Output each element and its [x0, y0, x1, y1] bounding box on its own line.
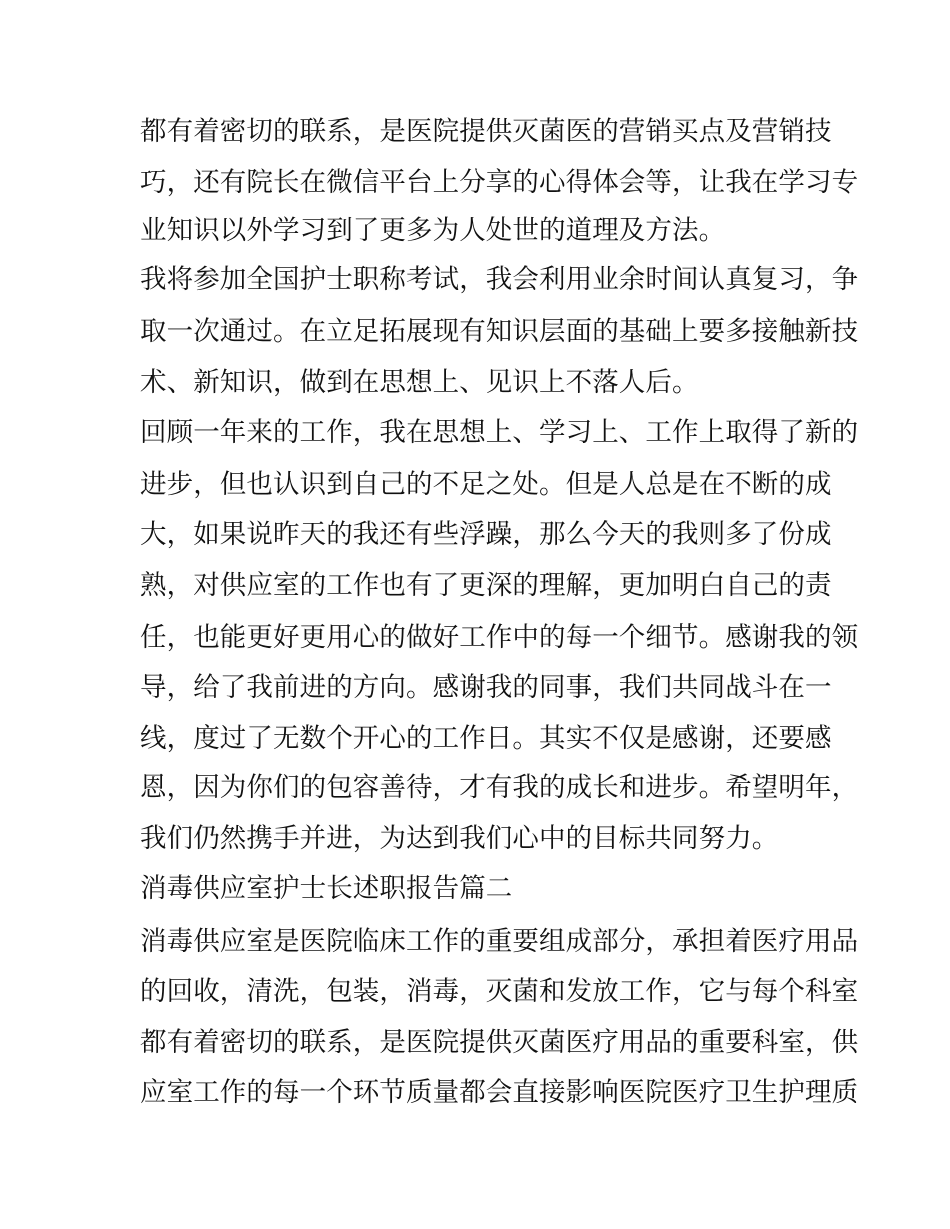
text-line-8: 进步，但也认识到自己的不足之处。但是人总是在不断的成	[140, 469, 832, 500]
text-line-12: 导，给了我前进的方向。感谢我的同事，我们共同战斗在一	[140, 672, 832, 703]
text-line-7: 回顾一年来的工作，我在思想上、学习上、工作上取得了新的	[140, 417, 859, 448]
text-line-1: 都有着密切的联系，是医院提供灭菌医的营销买点及营销技	[140, 116, 832, 147]
text-line-4: 我将参加全国护士职称考试，我会利用业余时间认真复习，争	[140, 264, 859, 295]
text-line-20: 应室工作的每一个环节质量都会直接影响医院医疗卫生护理质	[140, 1077, 859, 1108]
text-line-19: 都有着密切的联系，是医院提供灭菌医疗用品的重要科室，供	[140, 1027, 859, 1058]
text-line-13: 线，度过了无数个开心的工作日。其实不仅是感谢，还要感	[140, 723, 832, 754]
text-line-9: 大，如果说昨天的我还有些浮躁，那么今天的我则多了份成	[140, 519, 832, 550]
text-line-11: 任，也能更好更用心的做好工作中的每一个细节。感谢我的领	[140, 622, 859, 653]
section-heading: 消毒供应室护士长述职报告篇二	[140, 873, 513, 904]
text-line-3: 业知识以外学习到了更多为人处世的道理及方法。	[140, 215, 726, 246]
text-line-2: 巧，还有院长在微信平台上分享的心得体会等，让我在学习专	[140, 167, 859, 198]
text-line-15: 我们仍然携手并进，为达到我们心中的目标共同努力。	[140, 823, 779, 854]
text-line-5: 取一次通过。在立足拓展现有知识层面的基础上要多接触新技	[140, 316, 859, 347]
text-line-10: 熟，对供应室的工作也有了更深的理解，更加明白自己的责	[140, 570, 832, 601]
text-line-18: 的回收，清洗，包装，消毒，灭菌和发放工作，它与每个科室	[140, 976, 859, 1007]
text-line-17: 消毒供应室是医院临床工作的重要组成部分，承担着医疗用品	[140, 926, 859, 957]
text-line-14: 恩，因为你们的包容善待，才有我的成长和进步。希望明年，	[140, 772, 859, 803]
text-line-6: 术、新知识，做到在思想上、见识上不落人后。	[140, 367, 699, 398]
